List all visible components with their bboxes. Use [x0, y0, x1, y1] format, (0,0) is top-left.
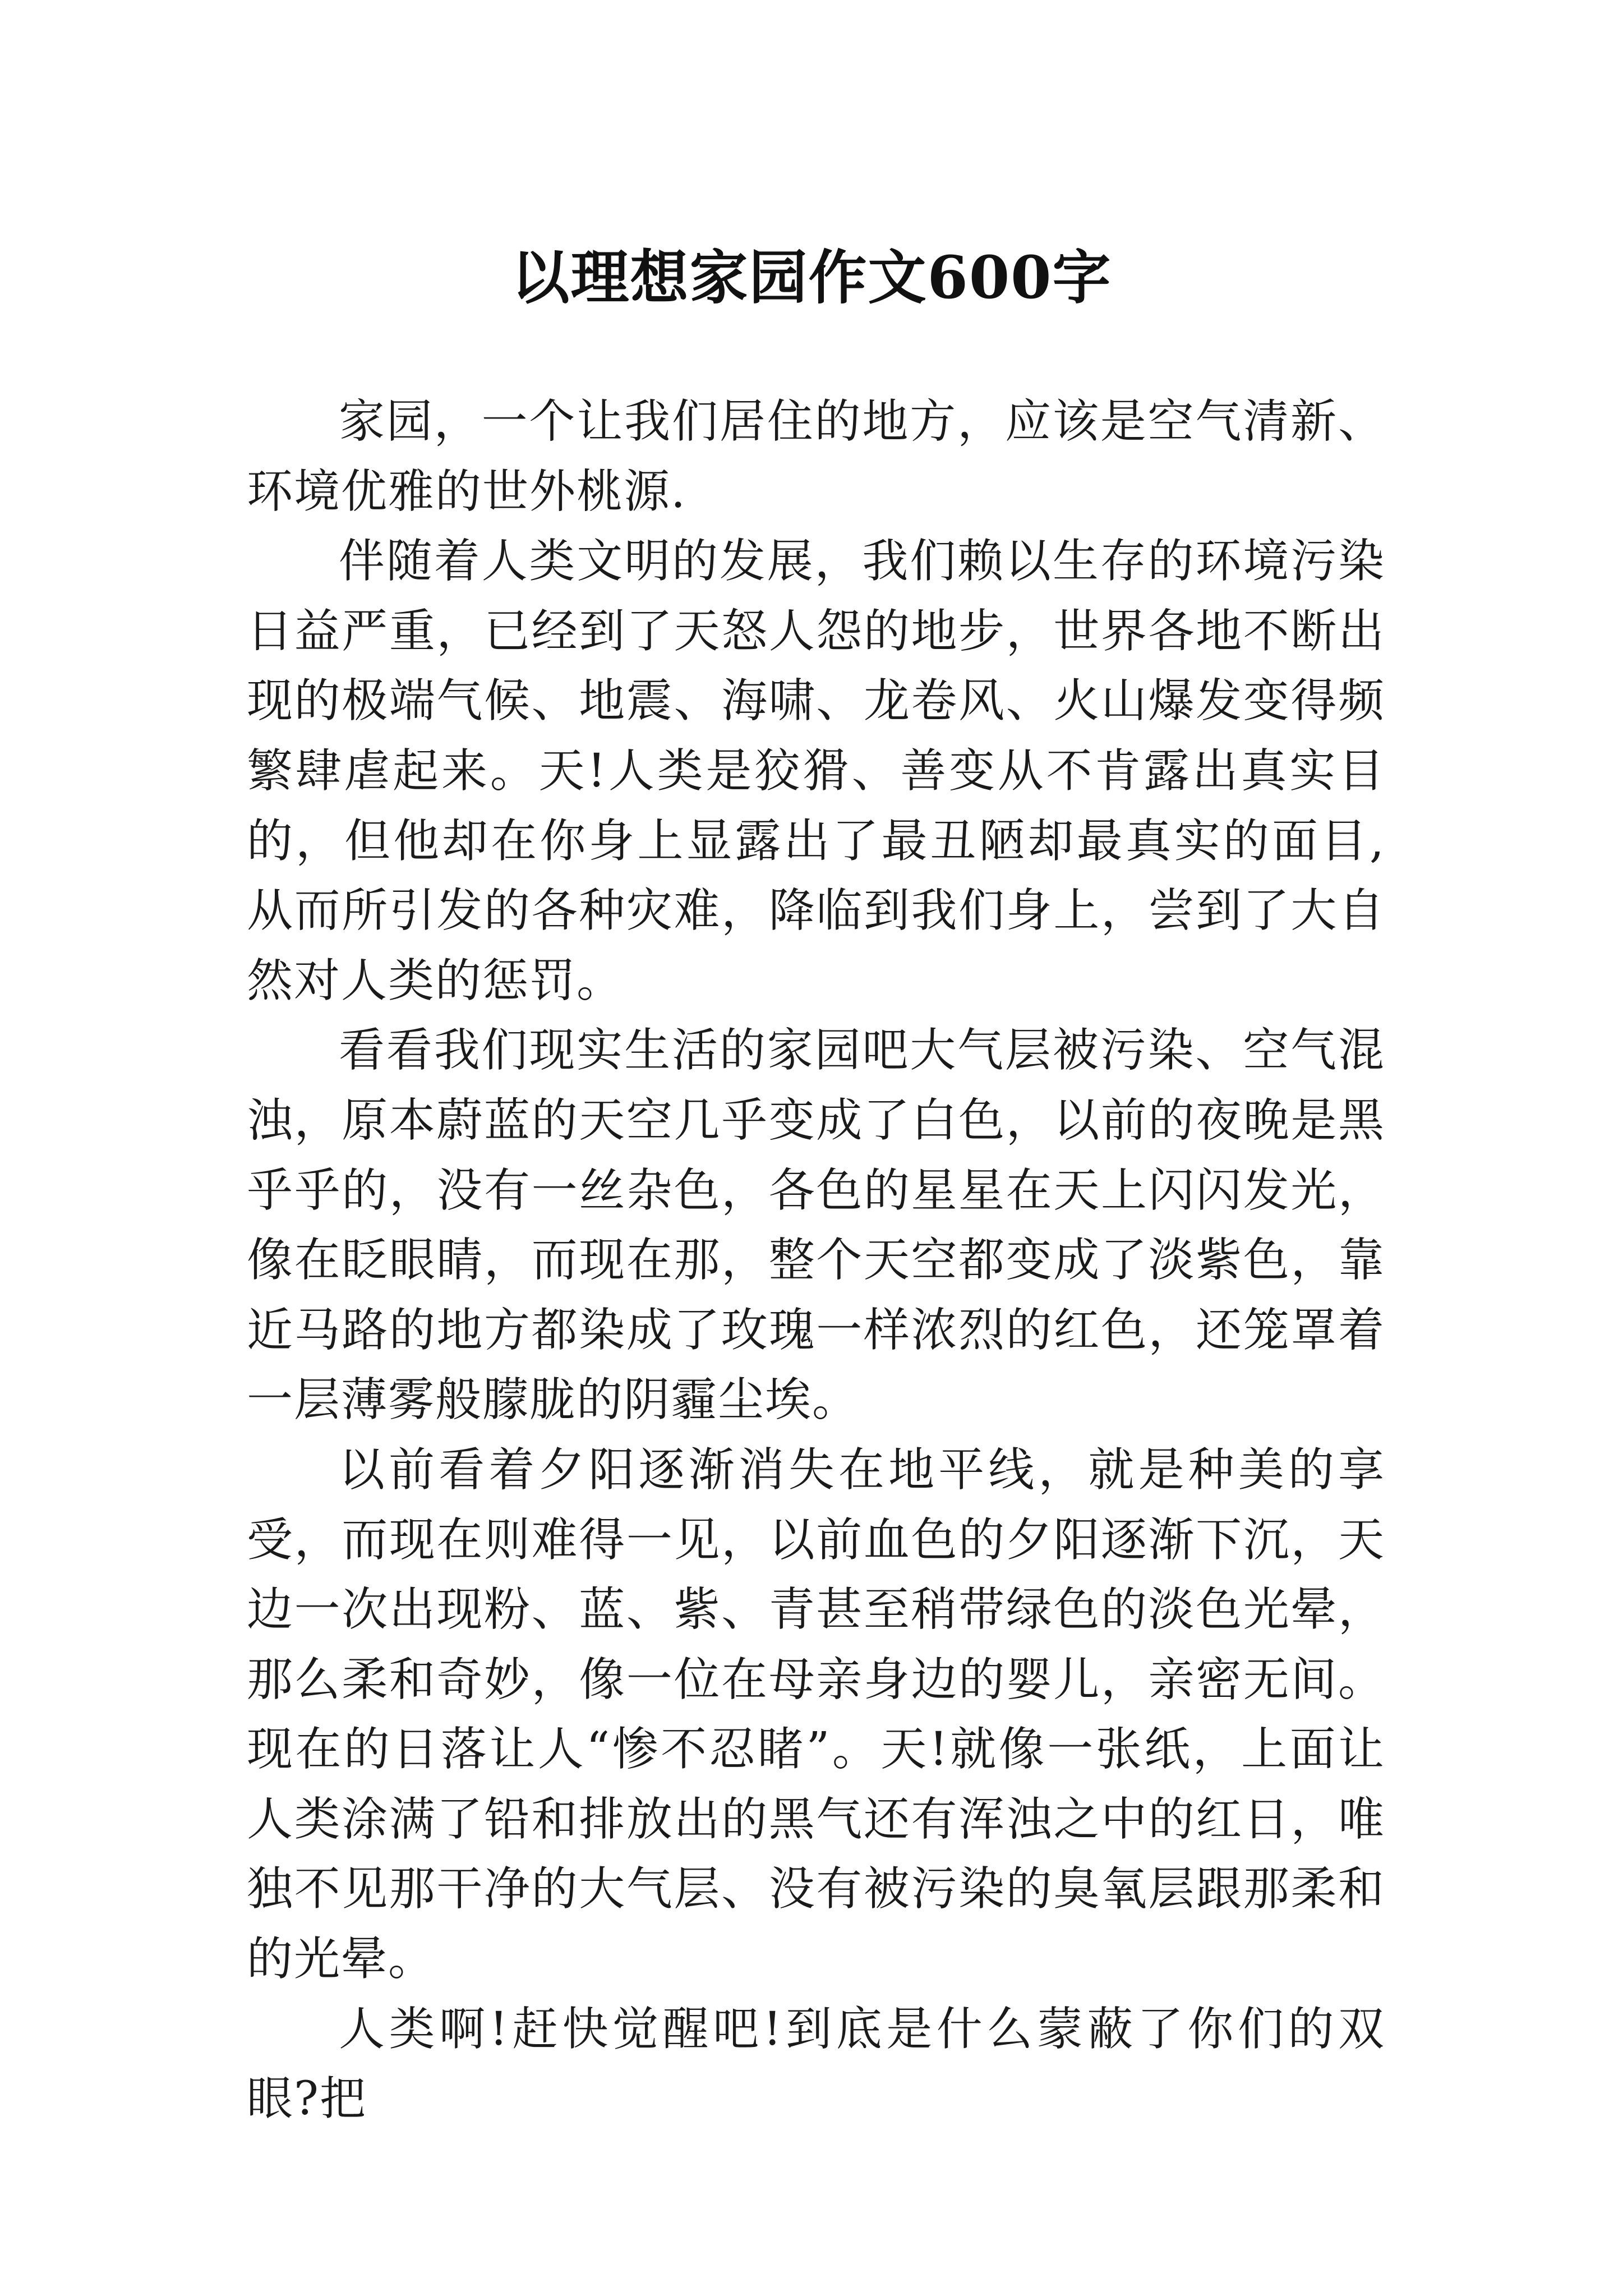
paragraph-4: 以前看着夕阳逐渐消失在地平线，就是种美的享受，而现在则难得一见，以前血色的夕阳逐渐下沉，天边一次出现粉、蓝、紫、青甚至稍带绿色的淡色光晕，那么柔和奇妙，像一位在母亲身边的婴儿，亲密无间。现在的日落让人“惨不忍睹”。天!就像一张纸，上面让人类涂满了铅和排放出的黑气还有浑浊之中的红日，唯独不见那干净的大气层、没有被污染的臭氧层跟那柔和的光晕。	[247, 1443, 1385, 1986]
paragraph-5: 人类啊!赶快觉醒吧!到底是什么蒙蔽了你们的双眼?把	[247, 2002, 1385, 2126]
paragraph-3: 看看我们现实生活的家园吧大气层被污染、空气混浊，原本蔚蓝的天空几乎变成了白色，以前的夜晚是黑乎乎的，没有一丝杂色，各色的星星在天上闪闪发光，像在眨眼睛，而现在那，整个天空都变成了淡紫色，靠近马路的地方都染成了玫瑰一样浓烈的红色，还笼罩着一层薄雾般朦胧的阴霾尘埃。	[247, 1024, 1385, 1427]
document-title: 以理想家园作文600字	[511, 242, 1112, 312]
document-body	[247, 387, 1385, 2134]
paragraph-1: 家园，一个让我们居住的地方，应该是空气清新、环境优雅的世外桃源.	[247, 395, 1385, 518]
paragraph-2: 伴随着人类文明的发展，我们赖以生存的环境污染日益严重，已经到了天怒人怨的地步，世界各地不断出现的极端气候、地震、海啸、龙卷风、火山爆发变得频繁肆虐起来。天!人类是狡猾、善变从不肯露出真实目的，但他却在你身上显露出了最丑陋却最真实的面目,从而所引发的各种灾难，降临到我们身上，尝到了大自然对人类的惩罚。	[247, 535, 1385, 1007]
